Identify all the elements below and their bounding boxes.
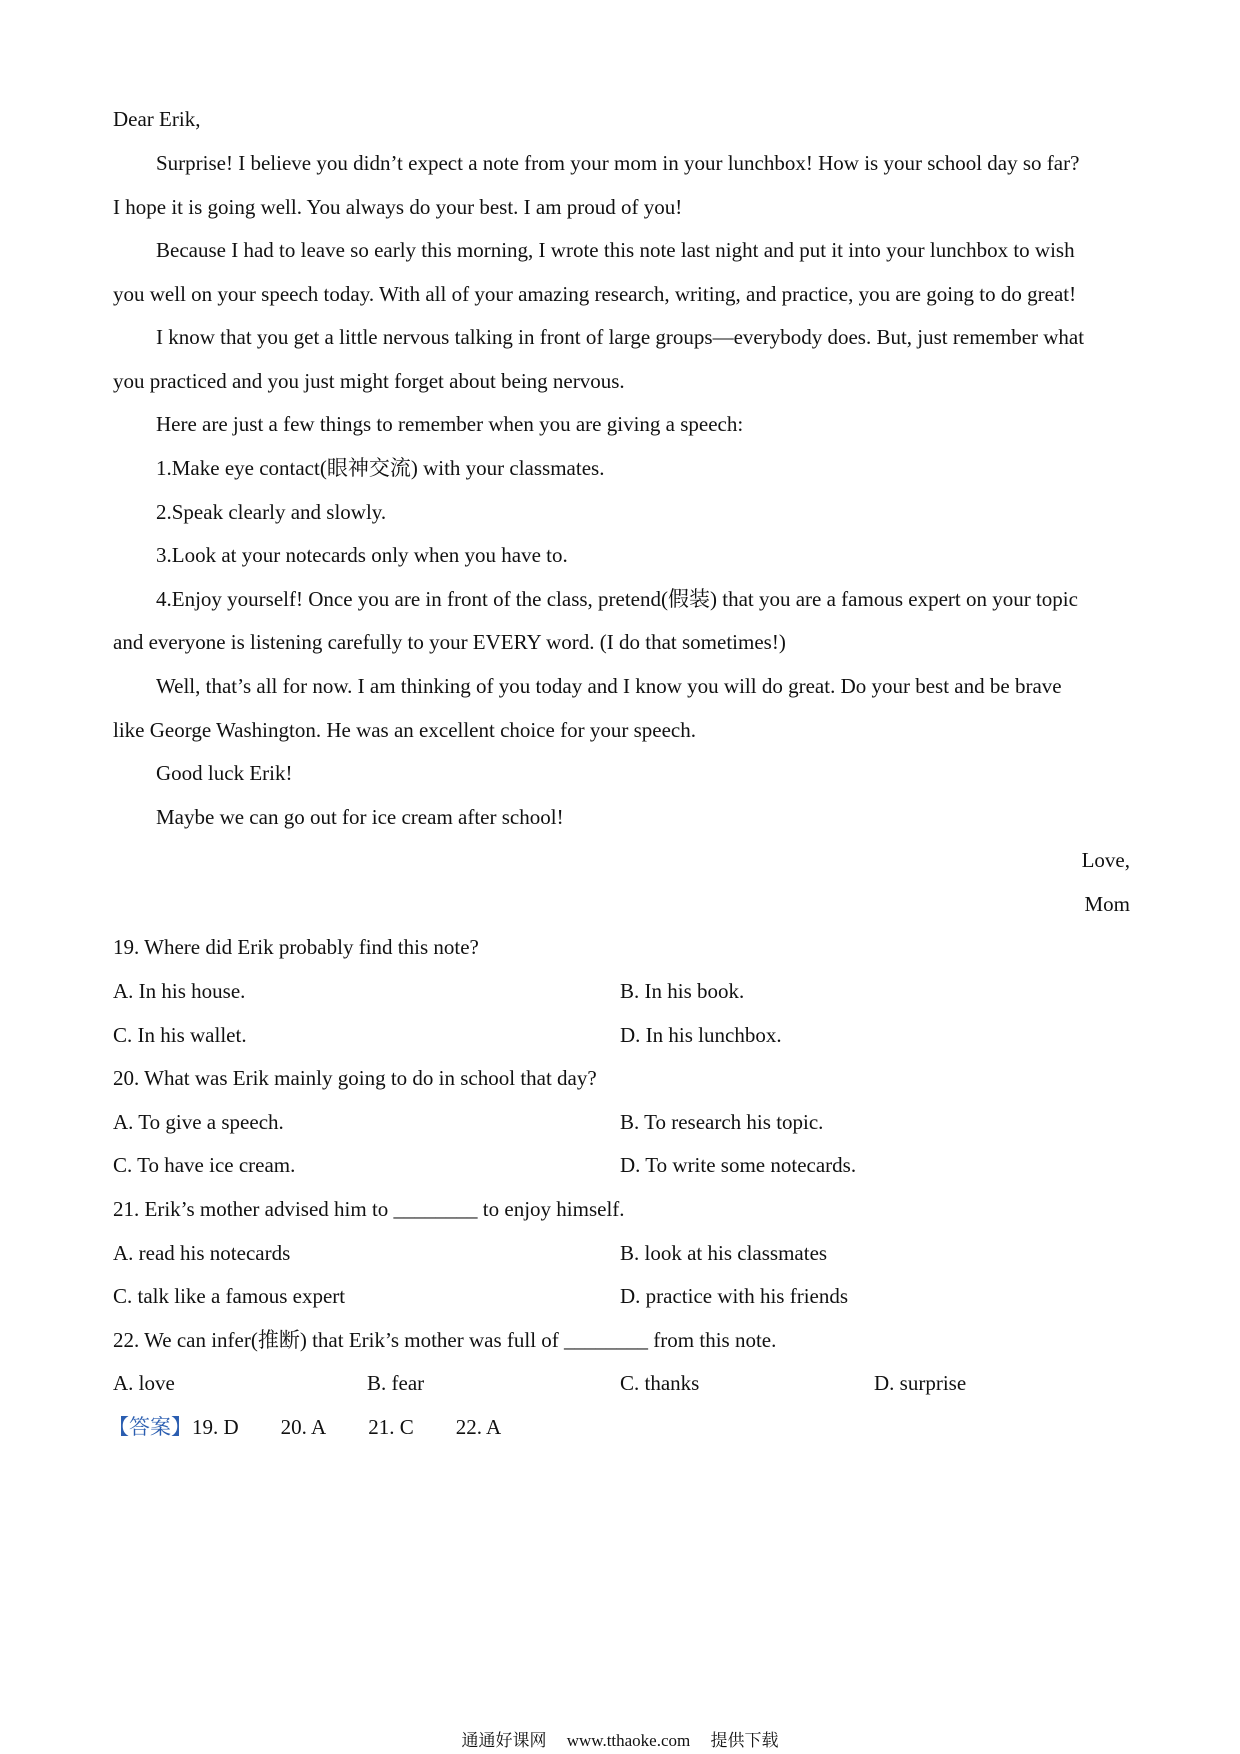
question-21-option-c: C. talk like a famous expert [113, 1284, 346, 1308]
answer-item-21: 21. C [368, 1415, 414, 1439]
question-21-stem: 21. Erik’s mother advised him to ________ to enjoy himself. [113, 1197, 625, 1221]
footer-site-name: 通通好课网 [461, 1731, 547, 1750]
letter-paragraph-1-line-1: Surprise! I believe you didn’t expect a note from your mom in your lunchbox! How is your school day so far? [156, 151, 1080, 175]
page-footer [0, 1730, 1240, 1752]
question-19-option-a: A. In his house. [113, 979, 246, 1003]
question-22-option-c: C. thanks [620, 1371, 700, 1395]
answer-item-19: 19. D [192, 1415, 239, 1439]
footer-url: www.tthaoke.com [566, 1731, 691, 1750]
letter-paragraph-2-line-2: you well on your speech today. With all of your amazing research, writing, and practice, you are going to do great! [113, 282, 1077, 306]
letter-paragraph-5-line-2: like George Washington. He was an excellent choice for your speech. [113, 718, 696, 742]
letter-paragraph-4: Here are just a few things to remember when you are giving a speech: [156, 412, 744, 436]
question-20-option-b: B. To research his topic. [620, 1110, 824, 1134]
letter-paragraph-3-line-2: you practiced and you just might forget about being nervous. [113, 369, 625, 393]
footer-note: 提供下载 [710, 1731, 779, 1750]
speech-tip-3: 3.Look at your notecards only when you have to. [156, 543, 568, 567]
question-21-option-a: A. read his notecards [113, 1241, 291, 1265]
letter-paragraph-1-line-2: I hope it is going well. You always do your best. I am proud of you! [113, 195, 683, 219]
answer-tag: 【答案】 [108, 1415, 192, 1439]
question-19-option-b: B. In his book. [620, 979, 745, 1003]
letter-signature: Mom [1084, 892, 1130, 916]
answer-key [108, 1414, 1128, 1440]
question-20-stem: 20. What was Erik mainly going to do in school that day? [113, 1066, 597, 1090]
question-20-option-d: D. To write some notecards. [620, 1153, 857, 1177]
question-22-option-d: D. surprise [874, 1371, 967, 1395]
speech-tip-4-line-1: 4.Enjoy yourself! Once you are in front of the class, pretend(假装) that you are a famous expert on your topic [156, 587, 1078, 611]
question-19-stem: 19. Where did Erik probably find this note? [113, 935, 479, 959]
letter-closing: Love, [1081, 848, 1130, 872]
letter-paragraph-7: Maybe we can go out for ice cream after school! [156, 805, 564, 829]
letter-paragraph-5-line-1: Well, that’s all for now. I am thinking of you today and I know you will do great. Do your best and be brave [156, 674, 1062, 698]
question-19-option-c: C. In his wallet. [113, 1023, 247, 1047]
letter-paragraph-3-line-1: I know that you get a little nervous talking in front of large groups—everybody does. But, just remember what [156, 325, 1085, 349]
question-20-option-c: C. To have ice cream. [113, 1153, 296, 1177]
question-22-option-a: A. love [113, 1371, 175, 1395]
question-21-option-d: D. practice with his friends [620, 1284, 849, 1308]
letter-greeting: Dear Erik, [113, 107, 201, 131]
question-22-option-b: B. fear [367, 1371, 425, 1395]
question-22-stem: 22. We can infer(推断) that Erik’s mother was full of ________ from this note. [113, 1328, 777, 1352]
letter-paragraph-2-line-1: Because I had to leave so early this morning, I wrote this note last night and put it into your lunchbox to wish [156, 238, 1075, 262]
answer-item-22: 22. A [455, 1415, 502, 1439]
question-19-option-d: D. In his lunchbox. [620, 1023, 782, 1047]
speech-tip-2: 2.Speak clearly and slowly. [156, 500, 387, 524]
letter-paragraph-6: Good luck Erik! [156, 761, 293, 785]
answer-item-20: 20. A [280, 1415, 327, 1439]
speech-tip-1: 1.Make eye contact(眼神交流) with your classmates. [156, 456, 605, 480]
question-20-option-a: A. To give a speech. [113, 1110, 284, 1134]
question-21-option-b: B. look at his classmates [620, 1241, 828, 1265]
speech-tip-4-line-2: and everyone is listening carefully to your EVERY word. (I do that sometimes!) [113, 630, 786, 654]
